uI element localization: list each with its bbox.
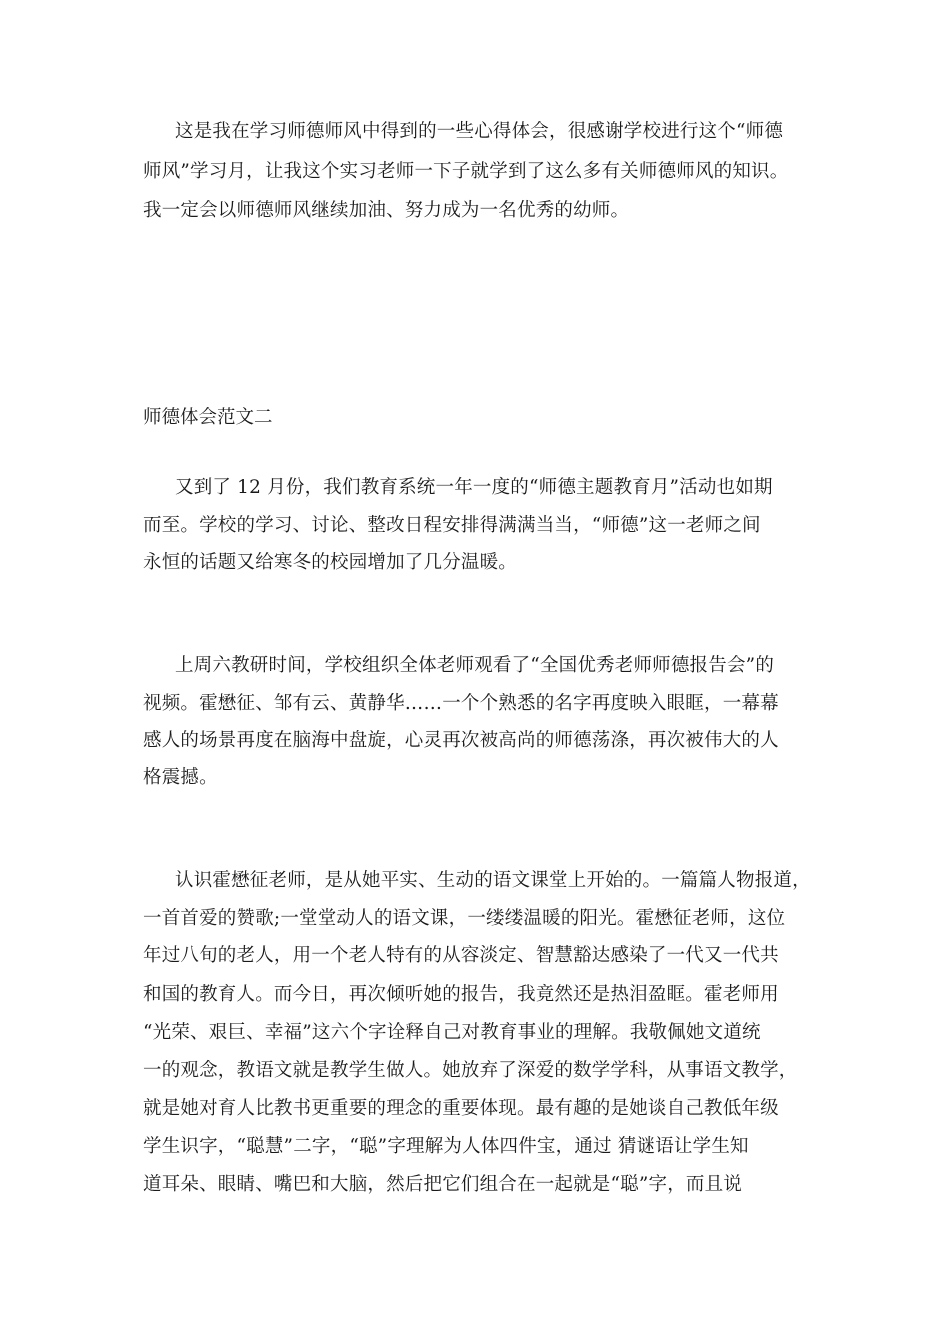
intro-line-3: 我一定会以师德师风继续加油、努力成为一名优秀的幼师。 — [143, 200, 630, 221]
paragraph3-line-9: 道耳朵、眼睛、嘴巴和大脑，然后把它们组合在一起就是“聪”字，而且说 — [143, 1174, 743, 1195]
intro-line-2: 师风”学习月，让我这个实习老师一下子就学到了这么多有关师德师风的知识。 — [143, 161, 789, 182]
paragraph3-line-2: 一首首爱的赞歌;一堂堂动人的语文课，一缕缕温暖的阳光。霍懋征老师，这位 — [143, 908, 786, 929]
paragraph3-line-4: 和国的教育人。而今日，再次倾听她的报告，我竟然还是热泪盈眶。霍老师用 — [143, 984, 779, 1005]
paragraph3-line-3: 年过八旬的老人，用一个老人特有的从容淡定、智慧豁达感染了一代又一代共 — [143, 945, 779, 966]
paragraph1-line-3: 永恒的话题又给寒冬的校园增加了几分温暖。 — [143, 552, 518, 573]
paragraph2-line-2: 视频。霍懋征、邹有云、黄静华……一个个熟悉的名字再度映入眼眶，一幕幕 — [143, 693, 779, 714]
section-title: 师德体会范文二 — [143, 407, 273, 428]
paragraph3-line-7: 就是她对育人比教书更重要的理念的重要体现。最有趣的是她谈自己教低年级 — [143, 1098, 779, 1119]
paragraph3-line-5: “光荣、艰巨、幸福”这六个字诠释自己对教育事业的理解。我敬佩她文道统 — [143, 1022, 761, 1043]
paragraph1-line-1: 又到了 12 月份，我们教育系统一年一度的“师德主题教育月”活动也如期 — [175, 477, 773, 498]
paragraph1-line-2: 而至。学校的学习、讨论、整改日程安排得满满当当，“师德”这一老师之间 — [143, 515, 761, 536]
paragraph2-line-1: 上周六教研时间，学校组织全体老师观看了“全国优秀老师师德报告会”的 — [175, 655, 775, 676]
intro-line-1: 这是我在学习师德师风中得到的一些心得体会，很感谢学校进行这个“师德 — [175, 121, 784, 142]
paragraph2-line-4: 格震撼。 — [143, 767, 218, 788]
paragraph3-line-1: 认识霍懋征老师，是从她平实、生动的语文课堂上开始的。一篇篇人物报道， — [175, 870, 811, 891]
paragraph3-line-6: 一的观念，教语文就是教学生做人。她放弃了深爱的数学学科，从事语文教学， — [143, 1060, 798, 1081]
paragraph3-line-8: 学生识字，“聪慧”二字，“聪”字理解为人体四件宝，通过 猜谜语让学生知 — [143, 1136, 749, 1157]
paragraph2-line-3: 感人的场景再度在脑海中盘旋，心灵再次被高尚的师德荡涤，再次被伟大的人 — [143, 730, 779, 751]
